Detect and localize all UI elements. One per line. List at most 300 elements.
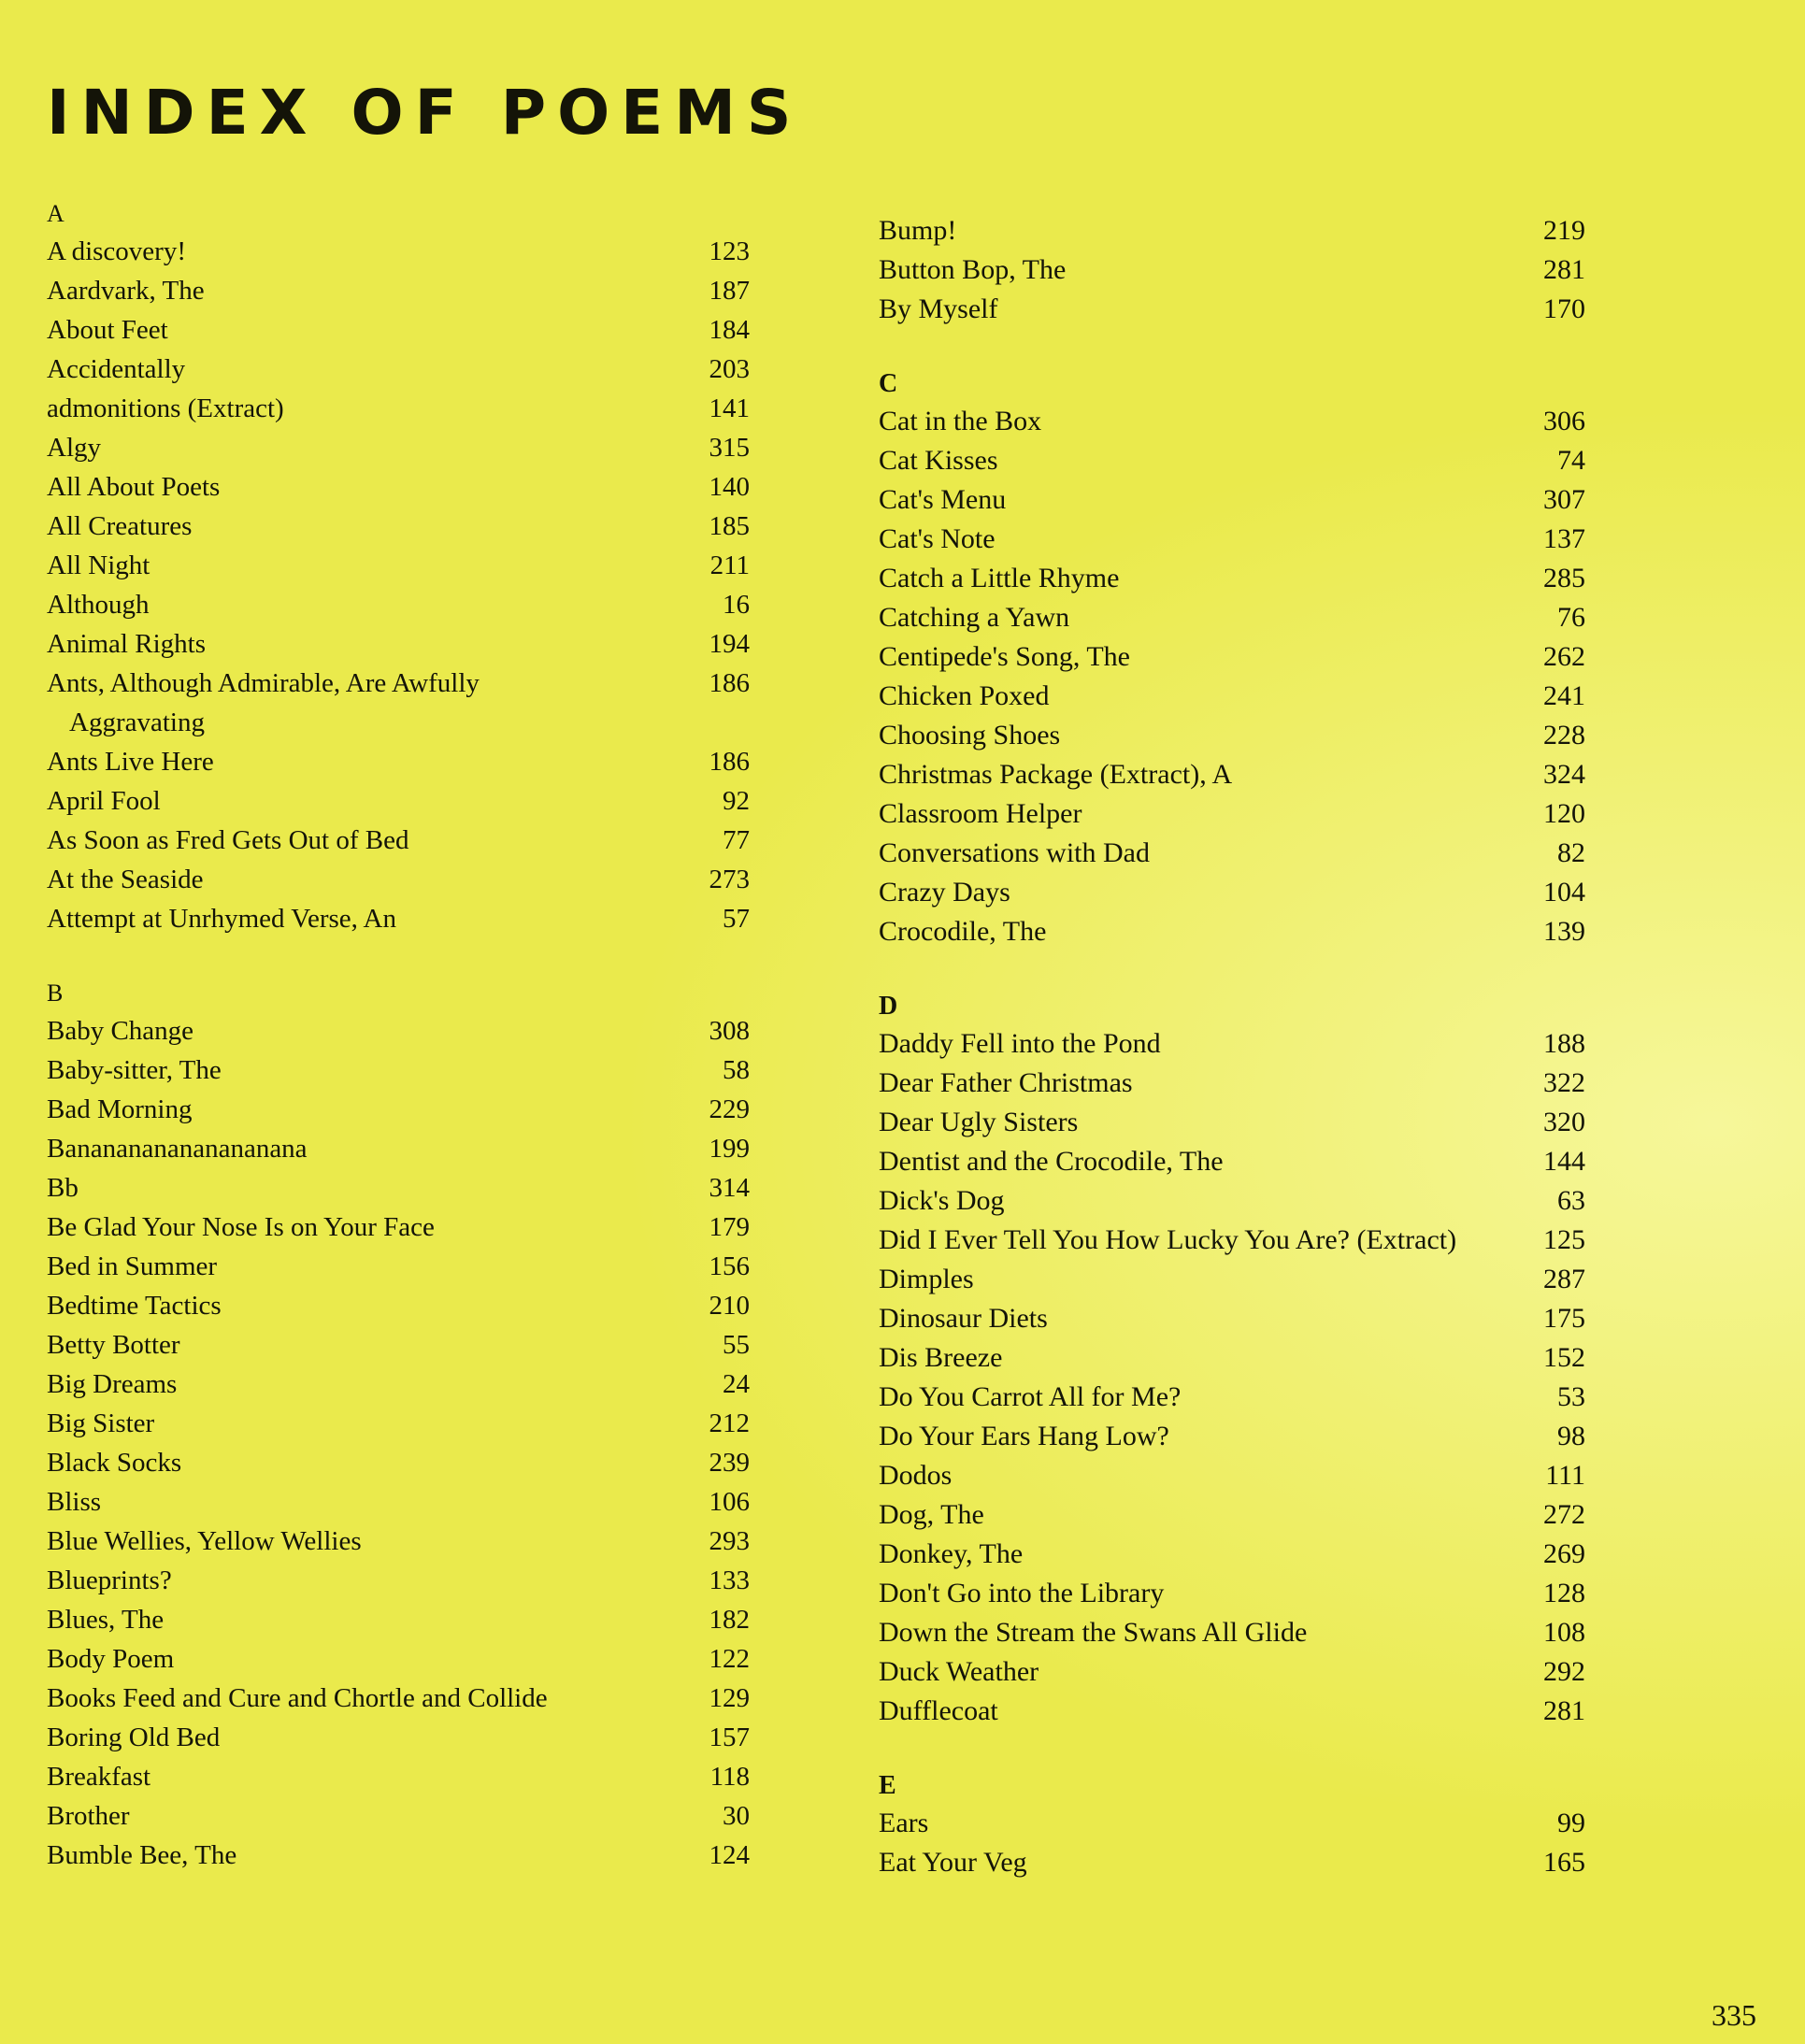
index-entry	[879, 290, 1585, 329]
entry-title-text: Dinosaur Diets	[879, 1303, 1048, 1334]
entry-title-text: Cat in the Box	[879, 406, 1042, 436]
index-entry	[879, 677, 1585, 716]
entry-title	[879, 441, 1501, 480]
entry-title-text: Do Your Ears Hang Low?	[879, 1421, 1169, 1451]
entry-title-text: Dufflecoat	[879, 1695, 998, 1726]
entry-title	[47, 467, 666, 507]
entry-title	[47, 1718, 666, 1757]
entry-title-text: Books Feed and Cure and Chortle and Collide	[47, 1683, 548, 1713]
entry-page-number: 285	[1543, 563, 1585, 593]
index-entry	[47, 1718, 750, 1757]
entry-title-text: Ants Live Here	[47, 747, 214, 777]
entry-page-number: 188	[1543, 1028, 1585, 1059]
entry-title-text: Blue Wellies, Yellow Wellies	[47, 1526, 362, 1556]
index-section	[47, 196, 750, 938]
index-entry	[47, 624, 750, 664]
index-entry	[47, 350, 750, 389]
entry-title	[47, 1679, 666, 1718]
entry-title-text: Although	[47, 590, 150, 620]
entry-title	[47, 899, 666, 938]
index-entry	[879, 1804, 1585, 1843]
index-entry	[879, 1299, 1585, 1338]
entry-page-number: 53	[1557, 1381, 1585, 1412]
entry-title	[47, 310, 666, 350]
index-entry	[879, 637, 1585, 677]
entry-title	[879, 1417, 1501, 1456]
entry-title	[879, 1495, 1501, 1535]
index-entry	[879, 402, 1585, 441]
entry-page-number: 241	[1543, 680, 1585, 711]
section-letter: E	[879, 1771, 896, 1800]
entry-page-number: 118	[709, 1762, 750, 1792]
entry-page-number: 106	[709, 1487, 750, 1517]
entry-title-text: Breakfast	[47, 1762, 151, 1792]
entry-page-number: 320	[1543, 1107, 1585, 1137]
entry-title-text: Big Dreams	[47, 1369, 178, 1399]
index-entry	[47, 585, 750, 624]
entry-title	[47, 546, 666, 585]
entry-title	[879, 677, 1501, 716]
entry-title-text: Dear Father Christmas	[879, 1067, 1133, 1098]
entry-title	[47, 1208, 666, 1247]
entry-page-number: 199	[709, 1134, 750, 1164]
entry-title-text: All Creatures	[47, 511, 193, 541]
index-entry	[879, 520, 1585, 559]
index-entry	[879, 794, 1585, 834]
entry-page-number: 104	[1543, 877, 1585, 908]
index-entry	[879, 912, 1585, 951]
entry-title-text: Donkey, The	[879, 1538, 1024, 1569]
entry-title	[879, 1260, 1501, 1299]
entry-title-text: Down the Stream the Swans All Glide	[879, 1617, 1308, 1648]
entry-title	[47, 1522, 666, 1561]
entry-title	[879, 1378, 1501, 1417]
entry-page-number: 58	[723, 1055, 750, 1085]
entry-page-number: 156	[709, 1251, 750, 1281]
index-entry	[47, 1168, 750, 1208]
entry-title-text: Conversations with Dad	[879, 837, 1150, 868]
index-entry	[879, 1260, 1585, 1299]
section-letter: B	[47, 979, 64, 1007]
index-entry	[879, 1181, 1585, 1221]
entry-title-text: Centipede's Song, The	[879, 641, 1130, 672]
entry-title	[47, 232, 666, 271]
entry-title	[47, 428, 666, 467]
index-entry	[879, 1692, 1585, 1731]
entry-title	[47, 1600, 666, 1639]
entry-page-number: 137	[1543, 523, 1585, 554]
index-entry	[879, 1417, 1585, 1456]
entry-page-number: 179	[709, 1212, 750, 1242]
entry-title-text: Dis Breeze	[879, 1342, 1003, 1373]
entry-page-number: 140	[709, 472, 750, 502]
entry-page-number: 307	[1543, 484, 1585, 515]
entry-page-number: 77	[723, 825, 750, 855]
entry-title-text: At the Seaside	[47, 865, 204, 894]
entry-title-text: Bumble Bee, The	[47, 1840, 237, 1870]
entry-title-text: Bad Morning	[47, 1094, 193, 1124]
entry-title-text: Attempt at Unrhymed Verse, An	[47, 904, 396, 934]
index-section	[879, 1768, 1585, 1882]
entry-title	[47, 585, 666, 624]
entry-title	[879, 520, 1501, 559]
entry-title	[879, 755, 1501, 794]
index-entry	[879, 834, 1585, 873]
entry-title-text: Eat Your Veg	[879, 1847, 1027, 1878]
entry-title	[47, 350, 666, 389]
entry-page-number: 182	[709, 1605, 750, 1635]
entry-title	[47, 1639, 666, 1679]
entry-title-text: Ears	[879, 1808, 929, 1838]
entry-title-text: Crocodile, The	[879, 916, 1047, 947]
entry-title-text: Catching a Yawn	[879, 602, 1070, 633]
entry-title	[879, 637, 1501, 677]
entry-title	[879, 1142, 1501, 1181]
section-letter: A	[47, 200, 64, 227]
index-entry	[47, 271, 750, 310]
entry-title	[47, 860, 666, 899]
entry-title	[879, 1613, 1501, 1652]
index-entry	[879, 1495, 1585, 1535]
entry-title-text: Christmas Package (Extract), A	[879, 759, 1233, 790]
entry-title-text: Body Poem	[47, 1644, 175, 1674]
entry-page-number: 82	[1557, 837, 1585, 868]
entry-title-text: Blues, The	[47, 1605, 165, 1635]
entry-title	[47, 1796, 666, 1836]
entry-title	[47, 1404, 666, 1443]
index-entry	[47, 232, 750, 271]
index-entry	[47, 310, 750, 350]
entry-title	[47, 1286, 666, 1325]
entry-page-number: 128	[1543, 1578, 1585, 1608]
entry-title	[879, 1299, 1501, 1338]
entry-title-text: Choosing Shoes	[879, 720, 1061, 750]
entry-page-number: 292	[1543, 1656, 1585, 1687]
entry-title-text: Accidentally	[47, 354, 186, 384]
index-entry	[879, 559, 1585, 598]
index-entry	[47, 389, 750, 428]
index-entry	[47, 860, 750, 899]
page-title: INDEX OF POEMS	[47, 77, 803, 149]
entry-title	[47, 389, 666, 428]
index-entry	[47, 1600, 750, 1639]
index-entry	[879, 755, 1585, 794]
index-entry	[47, 1011, 750, 1051]
entry-page-number: 322	[1543, 1067, 1585, 1098]
entry-title	[879, 1456, 1501, 1495]
entry-page-number: 133	[709, 1565, 750, 1595]
index-entry	[879, 1024, 1585, 1064]
index-entry	[47, 1051, 750, 1090]
entry-title	[47, 1325, 666, 1365]
entry-title-text: Daddy Fell into the Pond	[879, 1028, 1161, 1059]
entry-title	[47, 1129, 666, 1168]
entry-page-number: 211	[709, 550, 750, 580]
entry-title-text: Bump!	[879, 215, 957, 246]
entry-page-number: 165	[1543, 1847, 1585, 1878]
index-entry	[879, 716, 1585, 755]
entry-page-number: 152	[1543, 1342, 1585, 1373]
entry-title-text: Dear Ugly Sisters	[879, 1107, 1079, 1137]
entry-title	[879, 1652, 1501, 1692]
index-column-left	[47, 196, 750, 1912]
entry-page-number: 24	[723, 1369, 750, 1399]
index-entry	[879, 1064, 1585, 1103]
entry-title	[47, 1247, 666, 1286]
entry-title-text: Bb	[47, 1173, 79, 1203]
index-entry	[47, 507, 750, 546]
entry-title	[879, 834, 1501, 873]
index-entry	[879, 441, 1585, 480]
entry-title-text: Brother	[47, 1801, 130, 1831]
index-entry	[879, 250, 1585, 290]
entry-page-number: 185	[709, 511, 750, 541]
entry-title-text: April Fool	[47, 786, 161, 816]
entry-title	[47, 271, 666, 310]
index-entry	[879, 1613, 1585, 1652]
entry-title	[879, 1221, 1501, 1260]
entry-page-number: 16	[723, 590, 750, 620]
index-entry	[879, 211, 1585, 250]
index-entry	[47, 428, 750, 467]
entry-page-number: 287	[1543, 1264, 1585, 1294]
index-entry	[47, 1443, 750, 1482]
entry-page-number: 269	[1543, 1538, 1585, 1569]
entry-page-number: 262	[1543, 641, 1585, 672]
entry-page-number: 314	[709, 1173, 750, 1203]
entry-page-number: 186	[709, 747, 750, 777]
index-section	[879, 989, 1585, 1731]
entry-page-number: 194	[709, 629, 750, 659]
index-entry	[47, 1796, 750, 1836]
entry-page-number: 57	[723, 904, 750, 934]
entry-title-text: Betty Botter	[47, 1330, 180, 1360]
index-entry	[47, 1679, 750, 1718]
entry-title-text: Catch a Little Rhyme	[879, 563, 1120, 593]
entry-page-number: 315	[709, 433, 750, 463]
entry-title	[879, 1574, 1501, 1613]
entry-title	[47, 624, 666, 664]
entry-title	[879, 1064, 1501, 1103]
entry-title-text: Big Sister	[47, 1408, 155, 1438]
index-entry	[879, 1142, 1585, 1181]
entry-title	[879, 211, 1501, 250]
entry-page-number: 170	[1543, 293, 1585, 324]
entry-page-number: 187	[709, 276, 750, 306]
entry-title-text: Baby-sitter, The	[47, 1055, 222, 1085]
index-entry	[47, 546, 750, 585]
entry-title-text: Cat's Menu	[879, 484, 1007, 515]
entry-page-number: 175	[1543, 1303, 1585, 1334]
entry-page-number: 219	[1543, 215, 1585, 246]
entry-title	[47, 1482, 666, 1522]
entry-title-text: Don't Go into the Library	[879, 1578, 1165, 1608]
index-entry	[879, 1456, 1585, 1495]
index-entry	[879, 1843, 1585, 1882]
entry-page-number: 111	[1545, 1460, 1585, 1491]
entry-title-text: Animal Rights	[47, 629, 206, 659]
entry-title	[879, 794, 1501, 834]
entry-title-text: Cat Kisses	[879, 445, 998, 476]
entry-page-number: 125	[1543, 1224, 1585, 1255]
index-entry	[47, 1286, 750, 1325]
entry-title-text: All Night	[47, 550, 150, 580]
index-entry	[879, 1535, 1585, 1574]
entry-title	[879, 1692, 1501, 1731]
entry-title	[47, 1090, 666, 1129]
entry-title	[47, 1051, 666, 1090]
entry-title-text: By Myself	[879, 293, 998, 324]
entry-page-number: 92	[723, 786, 750, 816]
entry-title	[47, 1365, 666, 1404]
entry-title	[47, 1443, 666, 1482]
entry-title-text: Dimples	[879, 1264, 974, 1294]
index-entry	[47, 467, 750, 507]
entry-title-text: As Soon as Fred Gets Out of Bed	[47, 825, 409, 855]
entry-title	[879, 402, 1501, 441]
index-entry	[47, 664, 750, 742]
entry-page-number: 63	[1557, 1185, 1585, 1216]
entry-title-text: Crazy Days	[879, 877, 1010, 908]
entry-title-text: Bananananananananana	[47, 1134, 308, 1164]
index-entry	[879, 1103, 1585, 1142]
index-entry	[47, 1757, 750, 1796]
entry-page-number: 212	[709, 1408, 750, 1438]
index-section	[879, 211, 1585, 329]
entry-title	[879, 1338, 1501, 1378]
index-entry	[47, 1836, 750, 1875]
entry-page-number: 229	[709, 1094, 750, 1124]
entry-title	[47, 507, 666, 546]
entry-page-number: 76	[1557, 602, 1585, 633]
entry-page-number: 157	[709, 1722, 750, 1752]
entry-page-number: 281	[1543, 254, 1585, 285]
entry-title	[879, 1804, 1501, 1843]
entry-title-text: Dick's Dog	[879, 1185, 1005, 1216]
entry-title-text: Did I Ever Tell You How Lucky You Are? (Extract)	[879, 1224, 1457, 1255]
section-letter: C	[879, 369, 898, 398]
index-entry	[47, 1561, 750, 1600]
entry-title-text: A discovery!	[47, 236, 186, 266]
entry-title-text: Duck Weather	[879, 1656, 1039, 1687]
index-entry	[879, 480, 1585, 520]
entry-page-number: 124	[709, 1840, 750, 1870]
entry-title	[47, 821, 666, 860]
entry-page-number: 306	[1543, 406, 1585, 436]
entry-title	[47, 781, 666, 821]
index-entry	[47, 1404, 750, 1443]
entry-title	[47, 1011, 666, 1051]
index-entry	[47, 1247, 750, 1286]
entry-title	[879, 598, 1501, 637]
entry-title-text: About Feet	[47, 315, 168, 345]
entry-title	[47, 1561, 666, 1600]
section-letter: D	[879, 992, 898, 1021]
entry-page-number: 272	[1543, 1499, 1585, 1530]
entry-title-text: All About Poets	[47, 472, 221, 502]
entry-title-text: Be Glad Your Nose Is on Your Face	[47, 1212, 435, 1242]
entry-page-number: 129	[709, 1683, 750, 1713]
entry-page-number: 293	[709, 1526, 750, 1556]
index-entry	[47, 1325, 750, 1365]
entry-page-number: 184	[709, 315, 750, 345]
entry-title	[879, 1535, 1501, 1574]
entry-title	[47, 1836, 666, 1875]
entry-page-number: 99	[1557, 1808, 1585, 1838]
entry-page-number: 98	[1557, 1421, 1585, 1451]
entry-title	[879, 1843, 1501, 1882]
index-entry	[47, 742, 750, 781]
entry-title-text: Dodos	[879, 1460, 953, 1491]
entry-title	[47, 742, 666, 781]
entry-title-text: Ants, Although Admirable, Are Awfully	[47, 668, 480, 698]
index-entry	[879, 1378, 1585, 1417]
entry-page-number: 228	[1543, 720, 1585, 750]
entry-page-number: 203	[709, 354, 750, 384]
index-entry	[879, 1574, 1585, 1613]
entry-title-text: Do You Carrot All for Me?	[879, 1381, 1182, 1412]
entry-title	[879, 716, 1501, 755]
entry-title	[879, 480, 1501, 520]
index-entry	[47, 1482, 750, 1522]
page-number: 335	[1712, 1998, 1756, 2032]
entry-title	[879, 250, 1501, 290]
entry-page-number: 108	[1543, 1617, 1585, 1648]
entry-page-number: 186	[709, 668, 750, 698]
index-entry	[47, 821, 750, 860]
index-entry	[47, 1090, 750, 1129]
entry-page-number: 308	[709, 1016, 750, 1046]
entry-page-number: 30	[723, 1801, 750, 1831]
entry-title-text: Cat's Note	[879, 523, 996, 554]
entry-title	[47, 1168, 666, 1208]
entry-title	[879, 912, 1501, 951]
entry-title-text: admonitions (Extract)	[47, 393, 284, 423]
entry-title-text: Button Bop, The	[879, 254, 1067, 285]
entry-title-text: Classroom Helper	[879, 798, 1082, 829]
entry-title-text: Aardvark, The	[47, 276, 205, 306]
entry-page-number: 210	[709, 1291, 750, 1321]
index-entry	[47, 1129, 750, 1168]
entry-title-text: Bed in Summer	[47, 1251, 218, 1281]
entry-page-number: 74	[1557, 445, 1585, 476]
index-entry	[879, 598, 1585, 637]
entry-title	[879, 873, 1501, 912]
index-section	[47, 976, 750, 1875]
index-entry	[47, 1208, 750, 1247]
entry-title-text: Bedtime Tactics	[47, 1291, 222, 1321]
entry-title-text: Bliss	[47, 1487, 102, 1517]
index-entry	[879, 873, 1585, 912]
index-entry	[879, 1338, 1585, 1378]
entry-title	[879, 1181, 1501, 1221]
entry-title	[47, 1757, 666, 1796]
entry-title	[879, 290, 1501, 329]
index-column-right	[879, 211, 1585, 1920]
entry-title-text: Black Socks	[47, 1448, 182, 1478]
index-entry	[47, 899, 750, 938]
entry-page-number: 324	[1543, 759, 1585, 790]
index-entry	[47, 1522, 750, 1561]
entry-title-text: Dog, The	[879, 1499, 984, 1530]
entry-title-text: Blueprints?	[47, 1565, 172, 1595]
entry-page-number: 144	[1543, 1146, 1585, 1177]
entry-page-number: 239	[709, 1448, 750, 1478]
entry-page-number: 273	[709, 865, 750, 894]
entry-page-number: 139	[1543, 916, 1585, 947]
index-entry	[879, 1652, 1585, 1692]
entry-title-text: Algy	[47, 433, 101, 463]
